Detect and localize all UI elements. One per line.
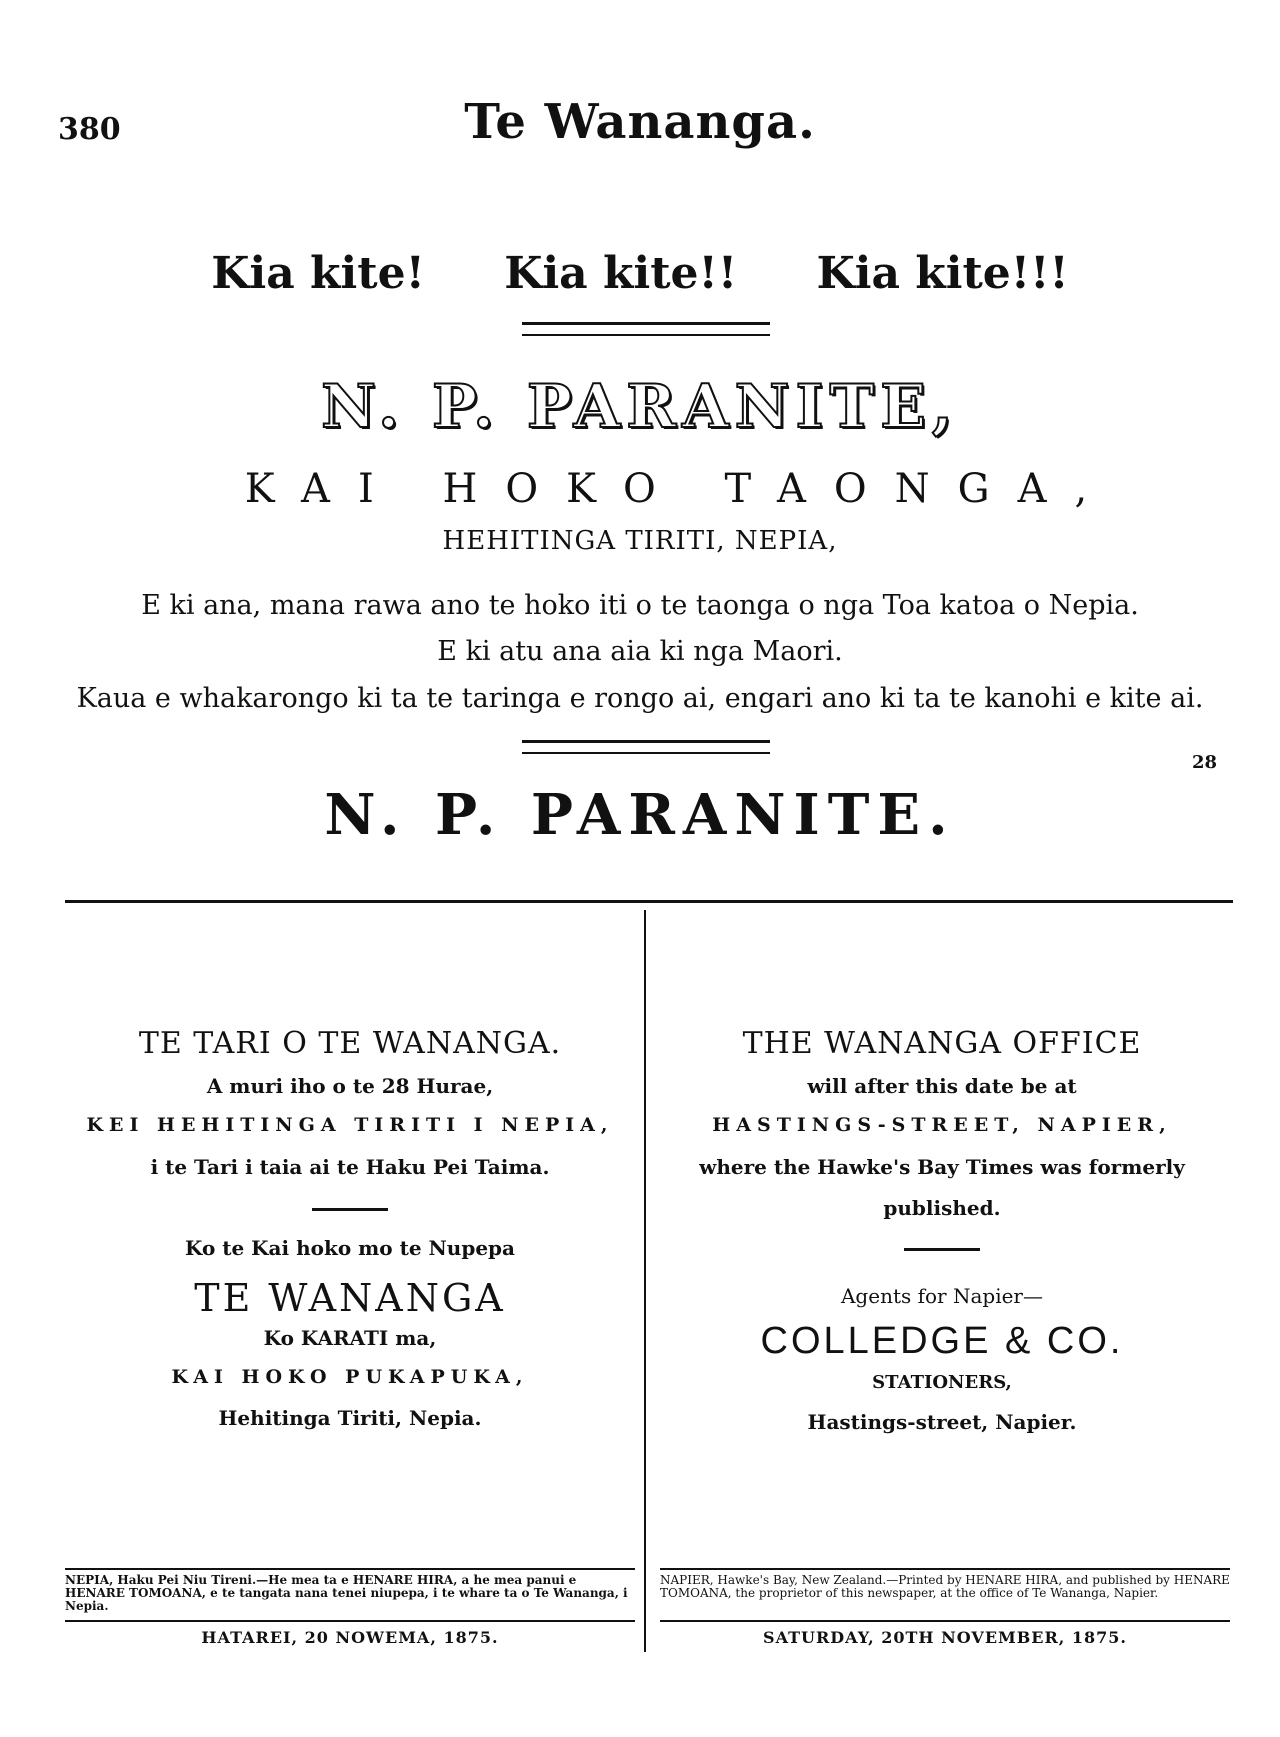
right-ad-line-3: where the Hawke's Bay Times was formerly: [699, 1155, 1185, 1179]
left-ad-title: TE TARI O TE WANANGA.: [138, 1026, 562, 1061]
exclamation-row: [0, 248, 1280, 299]
double-rule-bottom: [522, 740, 770, 754]
merchant-name-ornate: N. P. PARANITE,: [321, 372, 959, 442]
trade-heading: KAI HOKO TAONGA,: [244, 466, 1116, 512]
left-imprint: NEPIA, Haku Pei Niu Tireni.—He mea ta e HENARE HIRA, a he mea panui e HENARE TOMOANA, e te tangata nana tenei niupepa, i te whare ta o Te Wananga, i Nepia.: [65, 1573, 628, 1613]
ad-line-1: E ki ana, mana rawa ano te hoko iti o te taonga o nga Toa katoa o Nepia.: [141, 590, 1139, 621]
section-divider: [65, 900, 1233, 903]
ad-line-2: E ki atu ana aia ki nga Maori.: [437, 636, 843, 667]
masthead-title: Te Wananga.: [464, 94, 816, 150]
exclamation-3: Kia kite!!!: [816, 248, 1069, 299]
left-ad-line-3: i te Tari i taia ai te Haku Pei Taima.: [150, 1155, 550, 1179]
page-number: 380: [58, 112, 121, 147]
right-dateline: SATURDAY, 20TH NOVEMBER, 1875.: [763, 1628, 1127, 1647]
right-footer-rule-bottom: [660, 1620, 1230, 1622]
merchant-signature: N. P. PARANITE.: [324, 782, 956, 848]
left-ad-rule: [312, 1208, 388, 1211]
right-ad-line-1: will after this date be at: [807, 1074, 1077, 1098]
right-ad-rule: [904, 1248, 980, 1251]
left-ad-line-5: Ko KARATI ma,: [263, 1326, 437, 1350]
left-footer-rule-bottom: [65, 1620, 635, 1622]
left-ad-line-6: KAI HOKO PUKAPUKA,: [171, 1366, 529, 1388]
left-ad-line-4: Ko te Kai hoko mo te Nupepa: [185, 1236, 515, 1260]
right-ad-line-6: STATIONERS,: [872, 1372, 1012, 1393]
left-footer-rule-top: [65, 1568, 635, 1570]
right-imprint: NAPIER, Hawke's Bay, New Zealand.—Printed by HENARE HIRA, and published by HENARE TOMOANA, the proprietor of this newspaper, at the office of Te Wananga, Napier.: [660, 1573, 1230, 1600]
double-rule-top: [522, 322, 770, 336]
ad-line-3: Kaua e whakarongo ki ta te taringa e rongo ai, engari ano ki ta te kanohi e kite ai.: [76, 683, 1204, 714]
exclamation-2: Kia kite!!: [504, 248, 738, 299]
left-ad-big-title: TE WANANGA: [194, 1276, 506, 1320]
merchant-address: HEHITINGA TIRITI, NEPIA,: [442, 526, 838, 556]
right-ad-line-5: Agents for Napier—: [840, 1284, 1043, 1308]
column-divider: [644, 910, 646, 1652]
right-ad-big-title: COLLEDGE & CO.: [760, 1320, 1124, 1362]
right-ad-line-4: published.: [883, 1196, 1001, 1220]
right-ad-line-7: Hastings-street, Napier.: [807, 1410, 1077, 1434]
exclamation-1: Kia kite!: [211, 248, 425, 299]
right-ad-title: THE WANANGA OFFICE: [742, 1026, 1142, 1061]
left-dateline: HATAREI, 20 NOWEMA, 1875.: [201, 1628, 499, 1647]
left-ad-line-7: Hehitinga Tiriti, Nepia.: [218, 1406, 482, 1430]
left-ad-line-1: A muri iho o te 28 Hurae,: [206, 1074, 494, 1098]
left-ad-line-2: KEI HEHITINGA TIRITI I NEPIA,: [86, 1114, 614, 1136]
right-footer-rule-top: [660, 1568, 1230, 1570]
right-ad-line-2: HASTINGS-STREET, NAPIER,: [712, 1114, 1172, 1136]
ad-number: 28: [1192, 752, 1218, 773]
